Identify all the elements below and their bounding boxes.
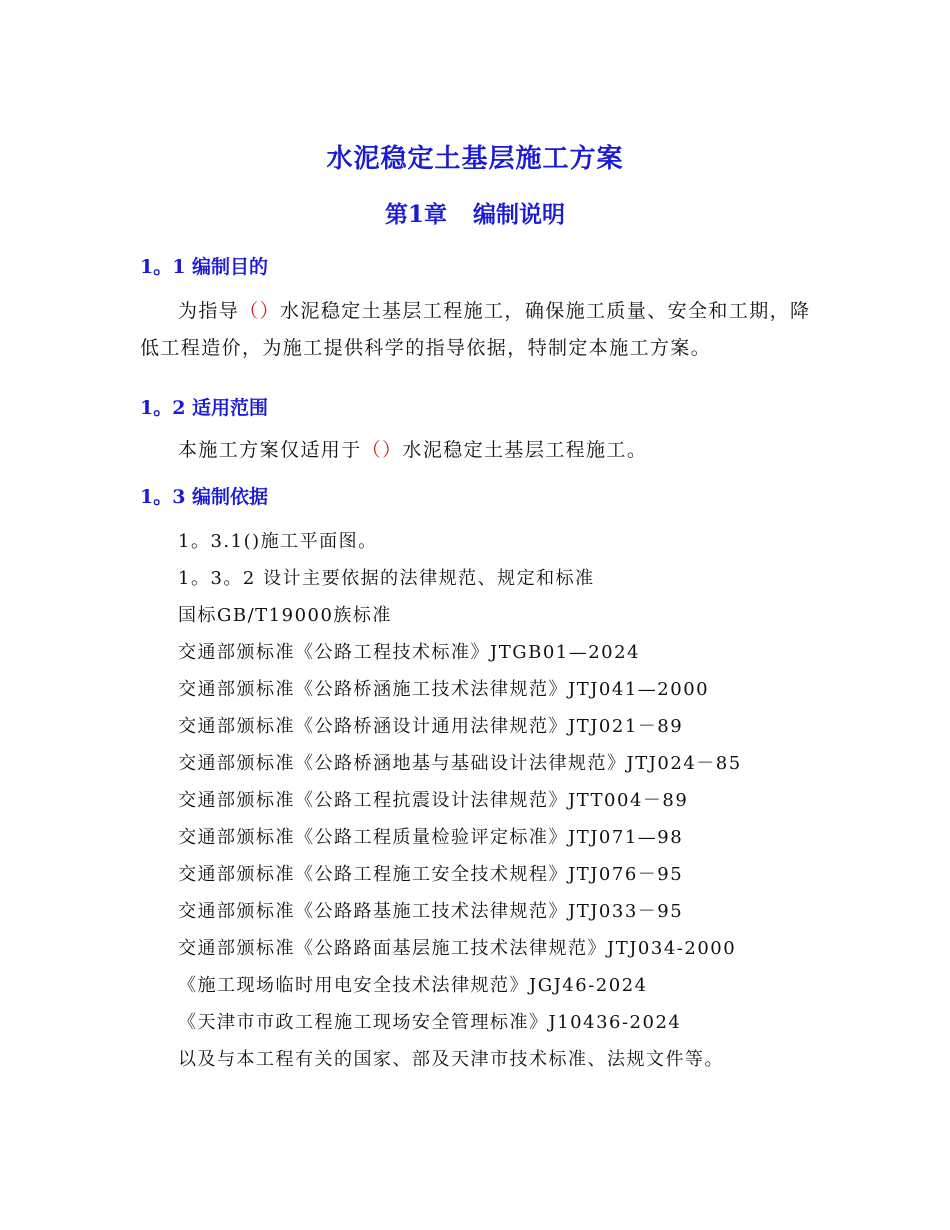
- basis-item: 以及与本工程有关的国家、部及天津市技术标准、法规文件等。: [178, 1049, 724, 1070]
- section-heading-purpose: 1。1 编制目的: [140, 256, 269, 278]
- document-title: 水泥稳定土基层施工方案: [326, 144, 624, 174]
- section-heading-basis: 1。3 编制依据: [140, 486, 269, 508]
- basis-item: 交通部颁标准《公路桥涵地基与基础设计法律规范》JTJ024－85: [178, 753, 742, 774]
- basis-item: 《天津市市政工程施工现场安全管理标准》J10436-2024: [178, 1012, 682, 1033]
- paragraph-text: 水泥稳定土基层工程施工。: [402, 439, 648, 461]
- basis-item: 交通部颁标准《公路桥涵施工技术法律规范》JTJ041—2000: [178, 679, 710, 700]
- basis-item: 《施工现场临时用电安全技术法律规范》JGJ46-2024: [178, 975, 648, 996]
- basis-item: 交通部颁标准《公路路面基层施工技术法律规范》JTJ034-2000: [178, 938, 737, 959]
- basis-item: 1。3.1()施工平面图。: [178, 531, 378, 552]
- paragraph-text: 为指导: [178, 300, 240, 322]
- placeholder-brackets: （）: [361, 439, 403, 461]
- basis-item: 交通部颁标准《公路路基施工技术法律规范》JTJ033－95: [178, 901, 684, 922]
- basis-item: 交通部颁标准《公路工程抗震设计法律规范》JTT004－89: [178, 790, 689, 811]
- placeholder-brackets: （）: [239, 300, 281, 322]
- chapter-title: 编制说明: [473, 201, 565, 228]
- paragraph-text: 水泥稳定土基层工程施工，确保施工质量、安全和工期，降低工程造价，为施工提供科学的指导依据，特制定本施工方案。: [140, 300, 811, 359]
- basis-item: 交通部颁标准《公路桥涵设计通用法律规范》JTJ021－89: [178, 716, 684, 737]
- basis-item: 交通部颁标准《公路工程质量检验评定标准》JTJ071—98: [178, 827, 684, 848]
- chapter-heading: [0, 196, 950, 229]
- section-paragraph-purpose: [140, 293, 830, 367]
- section-heading-scope: 1。2 适用范围: [140, 397, 269, 419]
- basis-item: 国标GB/T19000族标准: [178, 605, 392, 626]
- basis-item: 交通部颁标准《公路工程技术标准》JTGB01—2024: [178, 642, 641, 663]
- section-paragraph-scope: [140, 432, 830, 469]
- chapter-number: 第1章: [384, 201, 447, 228]
- paragraph-text: 本施工方案仅适用于: [178, 439, 362, 461]
- basis-item: 1。3。2 设计主要依据的法律规范、规定和标准: [178, 568, 595, 589]
- basis-item: 交通部颁标准《公路工程施工安全技术规程》JTJ076－95: [178, 864, 684, 885]
